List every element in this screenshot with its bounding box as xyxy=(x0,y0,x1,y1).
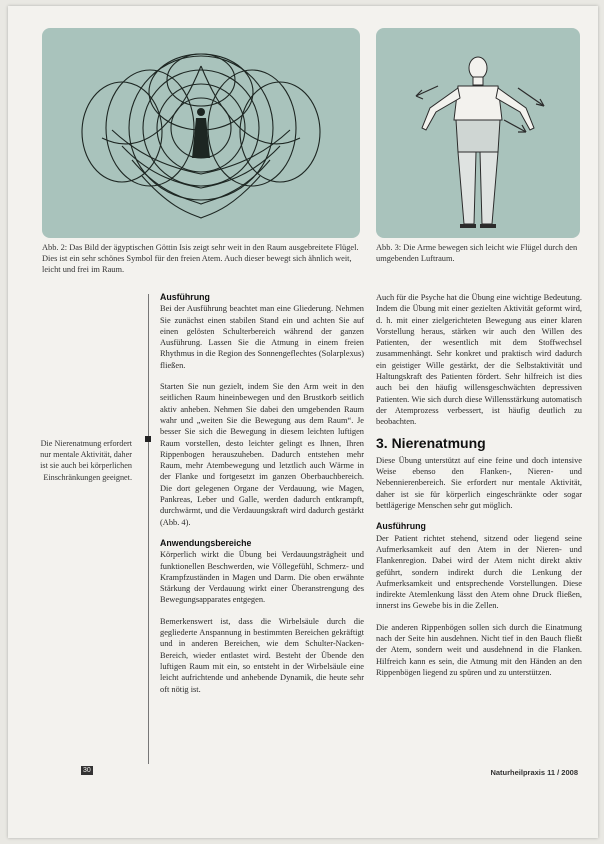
magazine-page xyxy=(8,6,598,838)
paragraph: Bemerkenswert ist, dass die Wirbelsäule durch die gegliederte Anspannung in bestimmten Bereichen gekräftigt und in anderen Bereichen, wie dem Schulter-Nacken-Bereich, wieder entlastet wird. Besteht der Übende den luftigen Raum mit ein, so entsteht in der Wirbelsäule eine leicht aufrichtende und anhebende Dynamik, die heute sehr oft nötig ist. xyxy=(160,616,364,694)
column-rule xyxy=(148,294,149,764)
sidenote-marker xyxy=(145,436,151,442)
sidenote: Die Nierenatmung erfordert nur mentale Aktivität, daher ist sie auch bei körperlichen Einschränkungen geeignet. xyxy=(40,439,132,482)
man-arms-raised-figure xyxy=(376,28,580,238)
figure-2-caption: Abb. 2: Das Bild der ägyptischen Göttin Isis zeigt sehr weit in den Raum ausgebreitete Flügel. Dies ist ein sehr schönes Symbol für den freien Atem. Auch dieser bewegt sich ähnlich weit, leicht und frei im Raum. xyxy=(42,243,359,275)
publication-footer: Naturheilpraxis 11 / 2008 xyxy=(490,768,578,777)
section-heading: Anwendungsbereiche xyxy=(160,537,252,548)
paragraph: Starten Sie nun gezielt, indem Sie den Arm weit in den seitlichen Raum hineinbewegen und den Brustkorb seitlich aktiv anheben. Nehmen Sie dabei den umgebenden Raum wahr und „weiten Sie die Bewegung aus dem Raum“. Je besser Sie sich die Bewegung in diesem leichten luftigen Raum vorstellen, desto leichter gelingt es Ihnen, Ihren Rippenbogen herauszuheben. Dadurch entstehen mehr Raum, mehr Atembewegung und letztlich auch Wärme in der Flanke und fortgesetzt im ganzen Oberbauchbereich. Die dort gelegenen Organe der Verdauung, wie Magen, Pankreas, Leber und Galle, werden dadurch entkrampft, durchwärmt, und die Verdauungskraft wird dadurch gestärkt (Abb. 4). xyxy=(160,382,364,527)
isis-figure xyxy=(42,28,360,238)
paragraph: Der Patient richtet stehend, sitzend oder liegend seine Aufmerksamkeit auf den Atem in der Nieren- und Flankenregion. Dabei wird der Atem nicht direkt aktiv geführt, sondern indirekt durch die Lenkung der Aufmerksamkeit und entsprechende Vorstellungen. Diese indirekte Atemlenkung lässt den Atem ohne Druck fließen, innerst ins Gewebe bis in die Zellen. xyxy=(376,533,582,611)
chapter-heading: 3. Nierenatmung xyxy=(376,434,486,451)
paragraph: Auch für die Psyche hat die Übung eine wichtige Bedeutung. Indem die Übung mit einer gezielten Aktivität geformt wird, d. h. mit einer zielgerichteten Bewegung aus einer klaren Vorstellung heraus, stärken wir auch den Willen des Patienten, der wesentlich mit dem Stoffwechsel zusammenhängt. Sehr konkret und praktisch wird dadurch ein geistiger Wille gestärkt, der die Selbstaktivität und Haltungskraft des Patienten fördert. Sehr hilfreich ist dies auch bei den häufig willensgeschwächten depressiven Patienten. Wie sich durch diese Willensstärkung automatisch der Atemprozess verbessert, ist häufig deutlich zu beobachten. xyxy=(376,293,582,427)
paragraph: Diese Übung unterstützt auf eine feine und doch intensive Weise ebenso den Flanken-, Nieren- und Nebennierenbereich. Sie erfordert nur mentale Aktivität, daher ist sie für körperlich eingeschränkte oder sogar bettlägerige Menschen sehr gut möglich. xyxy=(376,455,582,511)
section-heading: Ausführung xyxy=(160,292,210,302)
paragraph: Körperlich wirkt die Übung bei Verdauungsträgheit und funktionellen Beschwerden, wie Völlegefühl, Schmerz- und Krampfzuständen in Magen und Darm. Die oben erwähnte Stärkung der Verdauung wirkt einer Überanstrengung des Bewegungsapparates entgegen. xyxy=(160,550,364,605)
isis-winged-goddess-illustration xyxy=(42,28,360,238)
page-number: 30 xyxy=(83,767,91,774)
man-arms-raised-illustration xyxy=(376,28,580,238)
article-column-left xyxy=(160,292,364,705)
article-column-right xyxy=(376,292,582,688)
figure-3-caption: Abb. 3: Die Arme bewegen sich leicht wie Flügel durch den umgebenden Luftraum. xyxy=(376,243,578,264)
section-heading: Ausführung xyxy=(376,521,426,532)
paragraph: Bei der Ausführung beachtet man eine Gliederung. Nehmen Sie zunächst einen stabilen Stand ein und achten Sie auf einen gelösten Schulterbereich während der ganzen Ausführung. Lassen Sie die Atmung in einem freien Rhythmus in die Region des Sonnengeflechtes (Solarplexus) fließen. xyxy=(160,304,364,370)
paragraph: Die anderen Rippenbögen sollen sich durch die Einatmung nach der Seite hin ausdehnen. Nicht tief in den Bauch fließt der Atem, sondern weit und ausdehnend in die Flanken. Hilfreich kann es sein, die Atmung mit den Händen an den Rippenbögen liegend zu spüren und zu unterstützen. xyxy=(376,622,582,677)
